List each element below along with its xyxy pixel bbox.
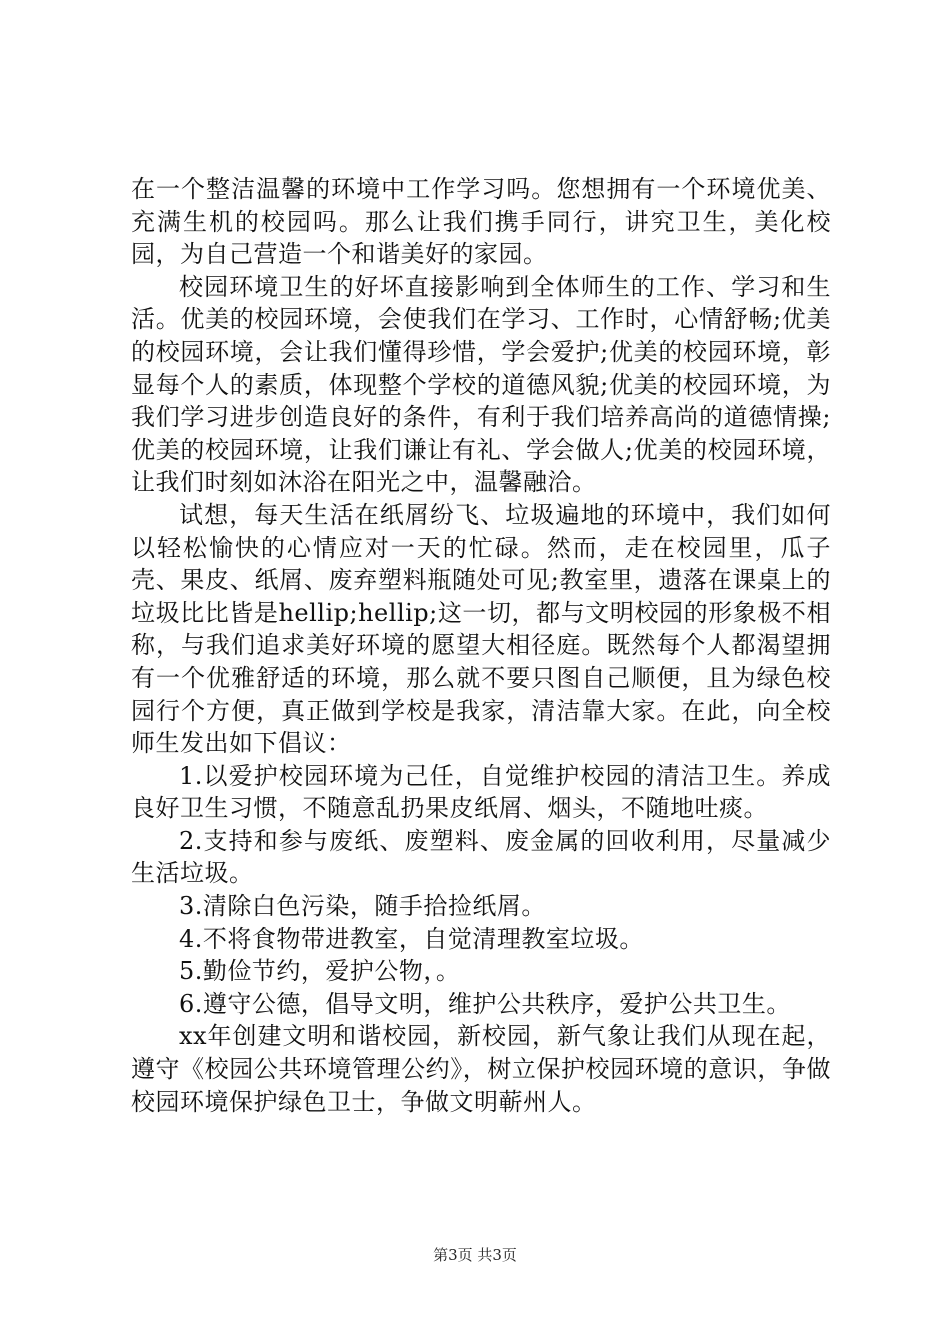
proposal-item-4: 4.不将食物带进教室，自觉清理教室垃圾。 <box>179 924 644 953</box>
document-body <box>131 173 831 1118</box>
paragraph-intro: 在一个整洁温馨的环境中工作学习吗。您想拥有一个环境优美、充满生机的校园吗。那么让我们携手同行，讲究卫生，美化校园，为自己营造一个和谐美好的家园。 <box>131 175 831 269</box>
proposal-item-5: 5.勤俭节约，爱护公物，。 <box>179 957 461 986</box>
page-number-footer: 第3页 共3页 <box>433 1246 517 1264</box>
paragraph-closing: xx年创建文明和谐校园，新校园，新气象让我们从现在起，遵守《校园公共环境管理公约》，树立保护校园环境的意识，争做校园环境保护绿色卫士，争做文明蕲州人。 <box>131 1022 831 1116</box>
proposal-item-6: 6.遵守公德，倡导文明，维护公共秩序，爱护公共卫生。 <box>179 989 791 1018</box>
proposal-item-3: 3.清除白色污染，随手拾捡纸屑。 <box>179 892 546 921</box>
paragraph-imagine: 试想，每天生活在纸屑纷飞、垃圾遍地的环境中，我们如何以轻松愉快的心情应对一天的忙碌。然而，走在校园里，瓜子壳、果皮、纸屑、废弃塑料瓶随处可见;教室里，遗落在课桌上的垃圾比比皆是hellip;hellip;这一切，都与文明校园的形象极不相称，与我们追求美好环境的愿望大相径庭。既然每个人都渴望拥有一个优雅舒适的环境，那么就不要只图自己顺便，且为绿色校园行个方便，真正做到学校是我家，清洁靠大家。在此，向全校师生发出如下倡议： <box>131 500 831 758</box>
proposal-item-1: 1.以爱护校园环境为己任，自觉维护校园的清洁卫生。养成良好卫生习惯，不随意乱扔果皮纸屑、烟头，不随地吐痰。 <box>131 761 831 823</box>
paragraph-environment-impact: 校园环境卫生的好坏直接影响到全体师生的工作、学习和生活。优美的校园环境，会使我们在学习、工作时，心情舒畅;优美的校园环境，会让我们懂得珍惜，学会爱护;优美的校园环境，彰显每个人的素质，体现整个学校的道德风貌;优美的校园环境，为我们学习进步创造良好的条件，有利于我们培养高尚的道德情操;优美的校园环境，让我们谦让有礼、学会做人;优美的校园环境，让我们时刻如沐浴在阳光之中，温馨融洽。 <box>131 272 831 497</box>
proposal-item-2: 2.支持和参与废纸、废塑料、废金属的回收利用，尽量减少生活垃圾。 <box>131 826 831 888</box>
